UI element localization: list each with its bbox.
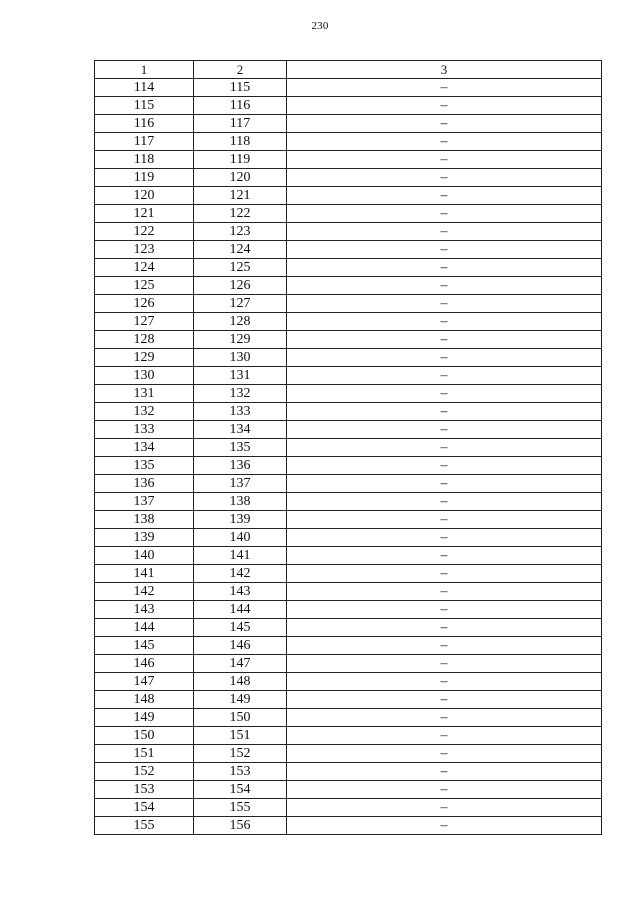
table-cell-col-3: – — [287, 133, 602, 151]
table-cell-col-2: 120 — [194, 169, 287, 187]
table-cell-col-3: – — [287, 97, 602, 115]
table-cell-col-1: 151 — [95, 745, 194, 763]
table-row — [95, 529, 602, 547]
table-cell-col-2: 137 — [194, 475, 287, 493]
table-cell-col-1: 128 — [95, 331, 194, 349]
table-cell-col-3: – — [287, 331, 602, 349]
table-cell-col-1: 118 — [95, 151, 194, 169]
table-cell-col-1: 125 — [95, 277, 194, 295]
table-cell-col-2: 139 — [194, 511, 287, 529]
table-cell-col-1: 144 — [95, 619, 194, 637]
table-cell-col-2: 119 — [194, 151, 287, 169]
table-cell-col-2: 117 — [194, 115, 287, 133]
table-row — [95, 421, 602, 439]
table-cell-col-2: 155 — [194, 799, 287, 817]
page-number: 230 — [311, 20, 329, 32]
table-row — [95, 79, 602, 97]
table-cell-col-2: 135 — [194, 439, 287, 457]
table-cell-col-2: 129 — [194, 331, 287, 349]
table-cell-col-2: 156 — [194, 817, 287, 835]
table-cell-col-1: 148 — [95, 691, 194, 709]
table-cell-col-1: 134 — [95, 439, 194, 457]
table-cell-col-3: – — [287, 79, 602, 97]
table-cell-col-2: 154 — [194, 781, 287, 799]
table-cell-col-3: – — [287, 655, 602, 673]
table-cell-col-1: 116 — [95, 115, 194, 133]
table-cell-col-2: 124 — [194, 241, 287, 259]
table-cell-col-2: 151 — [194, 727, 287, 745]
table-cell-col-2: 131 — [194, 367, 287, 385]
table-cell-col-2: 116 — [194, 97, 287, 115]
table-cell-col-2: 134 — [194, 421, 287, 439]
table-cell-col-3: – — [287, 781, 602, 799]
table-row — [95, 259, 602, 277]
table-cell-col-1: 122 — [95, 223, 194, 241]
table-row — [95, 763, 602, 781]
table-cell-col-3: – — [287, 727, 602, 745]
table-cell-col-1: 117 — [95, 133, 194, 151]
table-body — [95, 79, 602, 835]
table-row — [95, 277, 602, 295]
table-row — [95, 241, 602, 259]
table-cell-col-2: 125 — [194, 259, 287, 277]
table-cell-col-2: 130 — [194, 349, 287, 367]
table-row — [95, 583, 602, 601]
table-cell-col-3: – — [287, 673, 602, 691]
table-row — [95, 133, 602, 151]
table-cell-col-3: – — [287, 259, 602, 277]
table-cell-col-1: 121 — [95, 205, 194, 223]
table-cell-col-3: – — [287, 799, 602, 817]
table-cell-col-2: 132 — [194, 385, 287, 403]
table-cell-col-1: 130 — [95, 367, 194, 385]
table-cell-col-3: – — [287, 241, 602, 259]
table-cell-col-3: – — [287, 277, 602, 295]
table-cell-col-3: – — [287, 115, 602, 133]
table-cell-col-2: 143 — [194, 583, 287, 601]
table-cell-col-1: 142 — [95, 583, 194, 601]
table-cell-col-3: – — [287, 223, 602, 241]
table-cell-col-3: – — [287, 439, 602, 457]
table-cell-col-3: – — [287, 151, 602, 169]
table-row — [95, 493, 602, 511]
table-cell-col-1: 114 — [95, 79, 194, 97]
table-cell-col-2: 146 — [194, 637, 287, 655]
table-row — [95, 673, 602, 691]
data-table — [94, 60, 602, 835]
table-cell-col-3: – — [287, 385, 602, 403]
table-cell-col-1: 139 — [95, 529, 194, 547]
table-row — [95, 205, 602, 223]
table-row — [95, 637, 602, 655]
table-header-row — [95, 61, 602, 79]
table-cell-col-2: 152 — [194, 745, 287, 763]
table-row — [95, 349, 602, 367]
table-cell-col-3: – — [287, 691, 602, 709]
table-cell-col-1: 119 — [95, 169, 194, 187]
table-cell-col-1: 124 — [95, 259, 194, 277]
table-cell-col-2: 148 — [194, 673, 287, 691]
table-cell-col-3: – — [287, 421, 602, 439]
table-cell-col-3: – — [287, 349, 602, 367]
table-cell-col-1: 123 — [95, 241, 194, 259]
table-cell-col-1: 138 — [95, 511, 194, 529]
table-row — [95, 403, 602, 421]
table-cell-col-3: – — [287, 583, 602, 601]
table-cell-col-1: 154 — [95, 799, 194, 817]
table-row — [95, 187, 602, 205]
table-cell-col-3: – — [287, 313, 602, 331]
table-cell-col-2: 123 — [194, 223, 287, 241]
table-cell-col-1: 145 — [95, 637, 194, 655]
table-cell-col-3: – — [287, 475, 602, 493]
table-cell-col-1: 120 — [95, 187, 194, 205]
table-cell-col-1: 147 — [95, 673, 194, 691]
table-cell-col-2: 136 — [194, 457, 287, 475]
table-cell-col-2: 138 — [194, 493, 287, 511]
table-cell-col-3: – — [287, 745, 602, 763]
table-cell-col-3: – — [287, 619, 602, 637]
table-row — [95, 655, 602, 673]
table-row — [95, 97, 602, 115]
table-row — [95, 385, 602, 403]
table-cell-col-3: – — [287, 763, 602, 781]
table-cell-col-1: 115 — [95, 97, 194, 115]
table-cell-col-2: 142 — [194, 565, 287, 583]
table-cell-col-1: 153 — [95, 781, 194, 799]
table-cell-col-1: 146 — [95, 655, 194, 673]
table-cell-col-2: 122 — [194, 205, 287, 223]
table-cell-col-2: 118 — [194, 133, 287, 151]
table-row — [95, 781, 602, 799]
table-cell-col-1: 150 — [95, 727, 194, 745]
table-row — [95, 709, 602, 727]
table-cell-col-2: 115 — [194, 79, 287, 97]
table-cell-col-1: 126 — [95, 295, 194, 313]
table-cell-col-2: 144 — [194, 601, 287, 619]
table-row — [95, 439, 602, 457]
table-row — [95, 565, 602, 583]
table-cell-col-2: 126 — [194, 277, 287, 295]
table-cell-col-1: 149 — [95, 709, 194, 727]
table-row — [95, 115, 602, 133]
table-row — [95, 745, 602, 763]
table-cell-col-2: 149 — [194, 691, 287, 709]
table-row — [95, 727, 602, 745]
table-row — [95, 799, 602, 817]
table-cell-col-1: 155 — [95, 817, 194, 835]
table-cell-col-2: 121 — [194, 187, 287, 205]
table-row — [95, 331, 602, 349]
column-header-3: 3 — [287, 61, 602, 79]
table-cell-col-2: 127 — [194, 295, 287, 313]
table-cell-col-3: – — [287, 511, 602, 529]
table-cell-col-2: 141 — [194, 547, 287, 565]
table-cell-col-1: 152 — [95, 763, 194, 781]
table-row — [95, 295, 602, 313]
table-cell-col-3: – — [287, 187, 602, 205]
table-cell-col-3: – — [287, 817, 602, 835]
table-row — [95, 691, 602, 709]
table-cell-col-3: – — [287, 457, 602, 475]
table-cell-col-1: 129 — [95, 349, 194, 367]
table-cell-col-2: 133 — [194, 403, 287, 421]
table-cell-col-3: – — [287, 403, 602, 421]
table-cell-col-1: 136 — [95, 475, 194, 493]
table-cell-col-3: – — [287, 493, 602, 511]
table-cell-col-1: 135 — [95, 457, 194, 475]
table-row — [95, 151, 602, 169]
table-cell-col-3: – — [287, 169, 602, 187]
table-cell-col-1: 132 — [95, 403, 194, 421]
table-cell-col-2: 145 — [194, 619, 287, 637]
table-cell-col-2: 140 — [194, 529, 287, 547]
table-cell-col-2: 147 — [194, 655, 287, 673]
table-cell-col-3: – — [287, 565, 602, 583]
table-row — [95, 457, 602, 475]
table-row — [95, 547, 602, 565]
table-cell-col-1: 127 — [95, 313, 194, 331]
table-cell-col-1: 140 — [95, 547, 194, 565]
table-cell-col-3: – — [287, 709, 602, 727]
table-row — [95, 367, 602, 385]
table-row — [95, 223, 602, 241]
table-row — [95, 313, 602, 331]
table-cell-col-1: 141 — [95, 565, 194, 583]
table-row — [95, 619, 602, 637]
table-cell-col-1: 133 — [95, 421, 194, 439]
table-row — [95, 475, 602, 493]
table-cell-col-3: – — [287, 529, 602, 547]
table-cell-col-3: – — [287, 637, 602, 655]
table-cell-col-1: 143 — [95, 601, 194, 619]
table-cell-col-1: 131 — [95, 385, 194, 403]
table-cell-col-3: – — [287, 601, 602, 619]
column-header-1: 1 — [95, 61, 194, 79]
table-row — [95, 511, 602, 529]
table-cell-col-2: 153 — [194, 763, 287, 781]
table-row — [95, 601, 602, 619]
table-row — [95, 817, 602, 835]
table-cell-col-1: 137 — [95, 493, 194, 511]
table-cell-col-3: – — [287, 295, 602, 313]
table-cell-col-2: 150 — [194, 709, 287, 727]
table-cell-col-3: – — [287, 205, 602, 223]
table-row — [95, 169, 602, 187]
table-cell-col-3: – — [287, 547, 602, 565]
table-cell-col-3: – — [287, 367, 602, 385]
column-header-2: 2 — [194, 61, 287, 79]
table-cell-col-2: 128 — [194, 313, 287, 331]
